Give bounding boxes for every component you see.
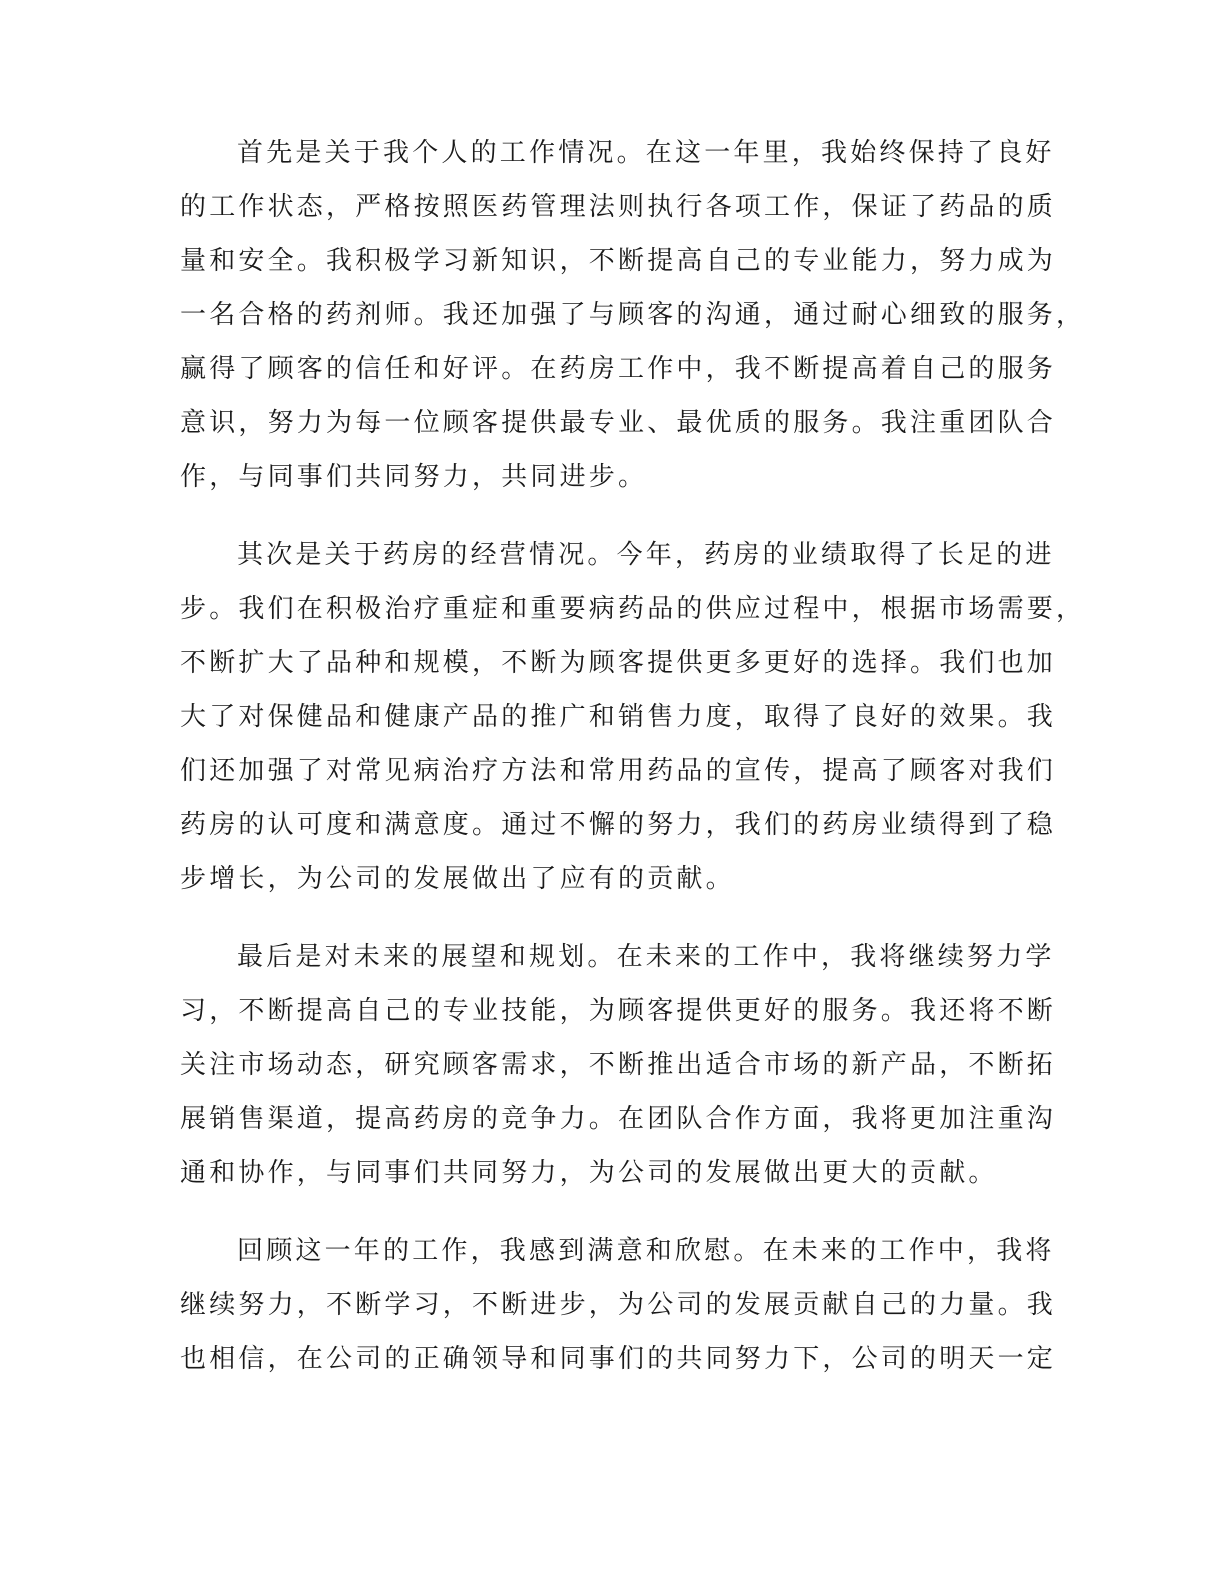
document-body — [180, 126, 1086, 1410]
paragraph-line: 一名合格的药剂师。我还加强了与顾客的沟通，通过耐心细致的服务， — [180, 300, 1086, 330]
paragraph-work-status — [180, 126, 1086, 504]
paragraph-line: 意识，努力为每一位顾客提供最专业、最优质的服务。我注重团队合 — [180, 408, 1057, 438]
paragraph-pharmacy-operations — [180, 528, 1086, 906]
paragraph-line: 也相信，在公司的正确领导和同事们的共同努力下，公司的明天一定 — [180, 1344, 1057, 1374]
paragraph-review — [180, 1224, 1060, 1386]
paragraph-line: 习，不断提高自己的专业技能，为顾客提供更好的服务。我还将不断 — [180, 996, 1057, 1026]
paragraph-line: 药房的认可度和满意度。通过不懈的努力，我们的药房业绩得到了稳 — [180, 810, 1057, 840]
paragraph-future-plan — [180, 930, 1060, 1200]
paragraph-line: 继续努力，不断学习，不断进步，为公司的发展贡献自己的力量。我 — [180, 1290, 1057, 1320]
paragraph-line: 赢得了顾客的信任和好评。在药房工作中，我不断提高着自己的服务 — [180, 354, 1057, 384]
paragraph-line: 最后是对未来的展望和规划。在未来的工作中，我将继续努力学 — [237, 942, 1055, 972]
paragraph-line: 的工作状态，严格按照医药管理法则执行各项工作，保证了药品的质 — [180, 192, 1057, 222]
paragraph-line: 回顾这一年的工作，我感到满意和欣慰。在未来的工作中，我将 — [237, 1236, 1055, 1266]
paragraph-line: 大了对保健品和健康产品的推广和销售力度，取得了良好的效果。我 — [180, 702, 1057, 732]
paragraph-line: 步增长，为公司的发展做出了应有的贡献。 — [180, 864, 735, 894]
paragraph-line: 通和协作，与同事们共同努力，为公司的发展做出更大的贡献。 — [180, 1158, 998, 1188]
paragraph-line: 不断扩大了品种和规模，不断为顾客提供更多更好的选择。我们也加 — [180, 648, 1057, 678]
paragraph-line: 关注市场动态，研究顾客需求，不断推出适合市场的新产品，不断拓 — [180, 1050, 1057, 1080]
paragraph-line: 展销售渠道，提高药房的竞争力。在团队合作方面，我将更加注重沟 — [180, 1104, 1057, 1134]
paragraph-line: 首先是关于我个人的工作情况。在这一年里，我始终保持了良好 — [237, 138, 1055, 168]
paragraph-line: 步。我们在积极治疗重症和重要病药品的供应过程中，根据市场需要， — [180, 594, 1086, 624]
paragraph-line: 们还加强了对常见病治疗方法和常用药品的宣传，提高了顾客对我们 — [180, 756, 1057, 786]
paragraph-line: 量和安全。我积极学习新知识，不断提高自己的专业能力，努力成为 — [180, 246, 1057, 276]
paragraph-line: 作，与同事们共同努力，共同进步。 — [180, 462, 648, 492]
paragraph-line: 其次是关于药房的经营情况。今年，药房的业绩取得了长足的进 — [237, 540, 1055, 570]
